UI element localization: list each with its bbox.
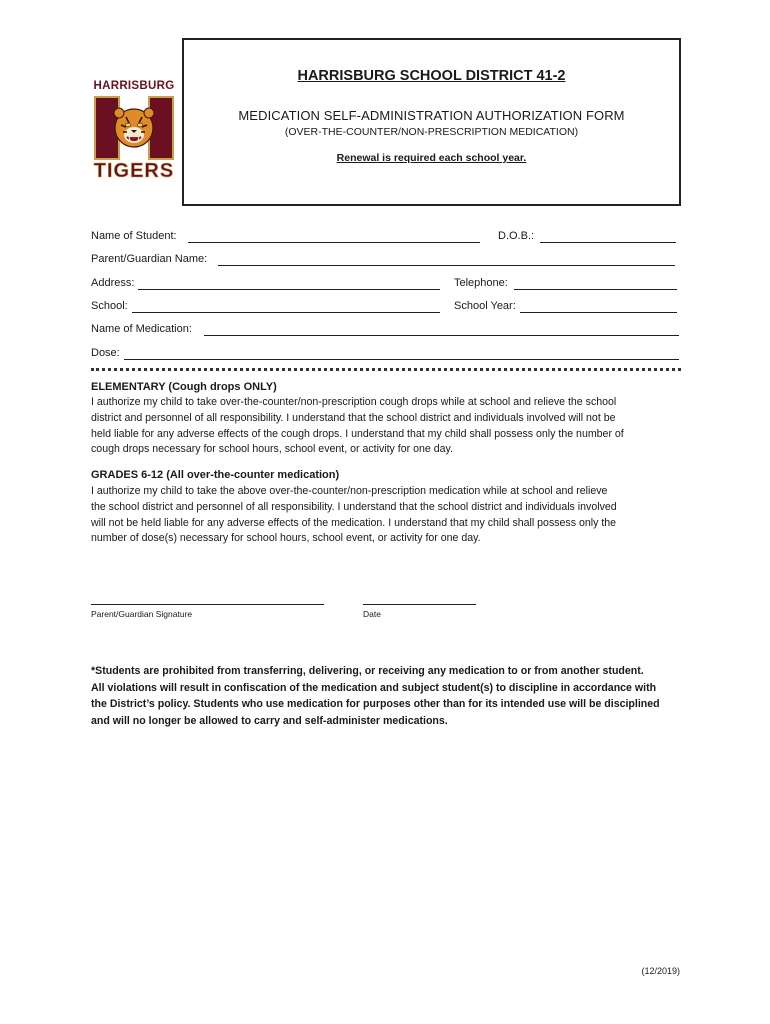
elementary-line: district and personnel of all responsibility. I understand that the school district and individuals involved will not be	[91, 411, 616, 424]
student-name-field[interactable]	[188, 242, 480, 243]
school-field[interactable]	[132, 312, 440, 313]
district-title: HARRISBURG SCHOOL DISTRICT 41-2	[297, 68, 566, 84]
district-logo	[90, 80, 178, 184]
guardian-signature-label: Parent/Guardian Signature	[91, 609, 193, 619]
elementary-heading: ELEMENTARY (Cough drops ONLY)	[91, 381, 277, 393]
telephone-field[interactable]	[514, 289, 677, 290]
form-title: MEDICATION SELF-ADMINISTRATION AUTHORIZATION FORM	[238, 108, 625, 123]
notice-line: the District’s policy. Students who use medication for purposes other than for its intended use will be disciplined	[91, 698, 660, 710]
renewal-note: Renewal is required each school year.	[336, 152, 527, 164]
notice-line: All violations will result in confiscation of the medication and subject student(s) to discipline in accordance with	[91, 681, 657, 694]
tiger-h-emblem	[93, 95, 175, 161]
signature-date-label: Date	[363, 609, 381, 619]
form-subtitle: (OVER-THE-COUNTER/NON-PRESCRIPTION MEDICATION)	[284, 126, 579, 138]
signature-date-field[interactable]	[363, 604, 476, 605]
logo-top-text: HARRISBURG	[93, 80, 175, 92]
grades-line: number of dose(s) necessary for school hours, school event, or activity for one day.	[91, 532, 481, 545]
guardian-name-field[interactable]	[218, 265, 675, 266]
form-header-box	[182, 38, 681, 206]
grades-line: I authorize my child to take the above over-the-counter/non-prescription medication while at school and relieve	[91, 485, 608, 497]
logo-bottom-text: TIGERS	[93, 160, 175, 182]
medication-name-field[interactable]	[204, 335, 679, 336]
elementary-line: held liable for any adverse effects of the cough drops. I understand that my child shall possess only the number of	[91, 427, 624, 440]
notice-line: and will no longer be allowed to carry and self-administer medications.	[91, 714, 448, 727]
elementary-line: cough drops necessary for school hours, school event, or activity for one day.	[91, 443, 453, 456]
dob-field[interactable]	[540, 242, 676, 243]
dose-field[interactable]	[124, 359, 679, 360]
grades-paragraph	[91, 484, 683, 547]
grades-heading: GRADES 6-12 (All over-the-counter medication)	[91, 469, 340, 481]
policy-notice	[91, 663, 691, 729]
grades-line: will not be held liable for any adverse effects of the medication. I understand that my child shall possess only the	[91, 516, 617, 529]
revision-date: (12/2019)	[641, 966, 680, 976]
school-year-field[interactable]	[520, 312, 677, 313]
notice-line: *Students are prohibited from transferring, delivering, or receiving any medication to or from another student.	[91, 665, 644, 677]
grades-line: the school district and personnel of all responsibility. I understand that the school district and individuals involved	[91, 500, 617, 513]
section-divider	[91, 368, 681, 371]
elementary-paragraph	[91, 395, 683, 458]
elementary-line: I authorize my child to take over-the-counter/non-prescription cough drops while at school and relieve the school	[91, 396, 617, 408]
guardian-signature-field[interactable]	[91, 604, 324, 605]
address-field[interactable]	[138, 289, 440, 290]
